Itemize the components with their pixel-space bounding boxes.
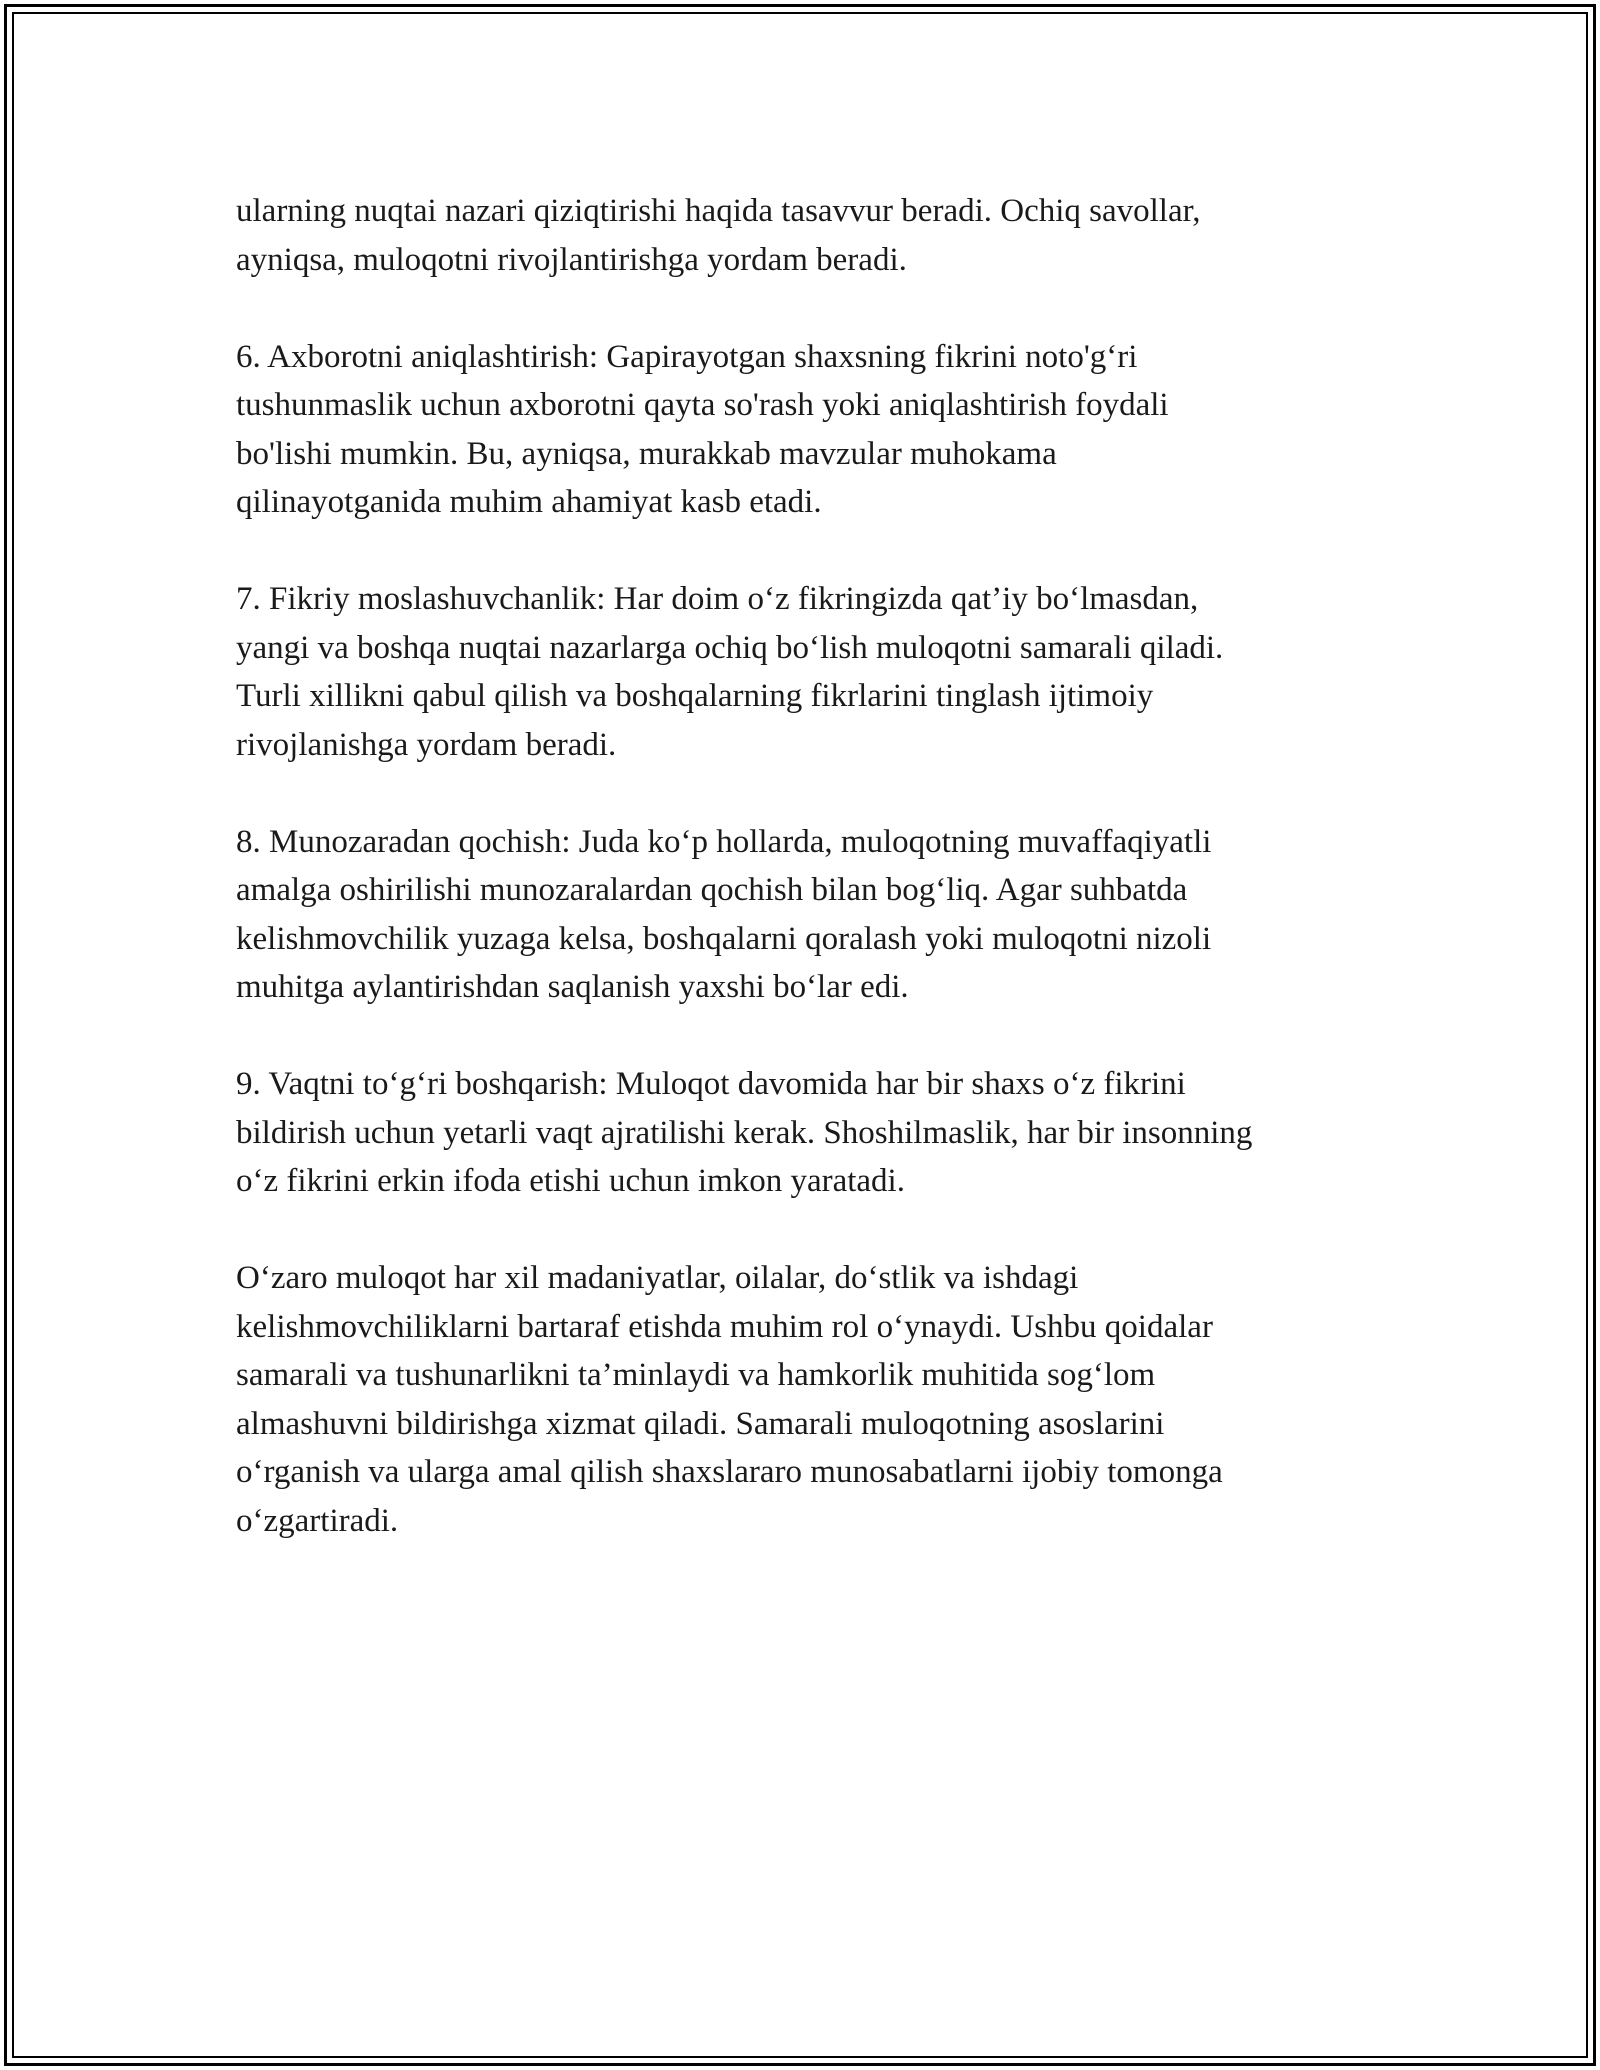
document-body (236, 187, 1376, 1594)
text-line: ularning nuqtai nazari qiziqtirishi haqida tasavvur beradi. Ochiq savollar, (236, 193, 1201, 229)
paragraph-item-8 (236, 818, 1376, 1012)
text-line: kelishmovchiliklarni bartaraf etishda muhim rol o‘ynaydi. Ushbu qoidalar (236, 1308, 1213, 1345)
text-line: muhitga aylantirishdan saqlanish yaxshi bo‘lar edi. (236, 969, 909, 1005)
text-line: ayniqsa, muloqotni rivojlantirishga yordam beradi. (236, 241, 907, 278)
text-line: bildirish uchun yetarli vaqt ajratilishi kerak. Shoshilmaslik, har bir insonning (236, 1114, 1253, 1151)
text-line: 6. Axborotni aniqlashtirish: Gapirayotgan shaxsning fikrini noto'g‘ri (236, 338, 1138, 375)
text-line: amalga oshirilishi munozaralardan qochish bilan bog‘liq. Agar suhbatda (236, 872, 1188, 908)
paragraph-open-questions (236, 187, 1376, 284)
text-line: rivojlanishga yordam beradi. (236, 726, 617, 763)
paragraph-conclusion (236, 1254, 1376, 1545)
text-line: qilinayotganida muhim ahamiyat kasb etadi. (236, 484, 822, 520)
text-line: yangi va boshqa nuqtai nazarlarga ochiq bo‘lish muloqotni samarali qiladi. (236, 629, 1224, 666)
paragraph-item-6 (236, 333, 1376, 527)
text-line: bo'lishi mumkin. Bu, ayniqsa, murakkab mavzular muhokama (236, 435, 1057, 472)
text-line: samarali va tushunarlikni ta’minlaydi va hamkorlik muhitida sog‘lom (236, 1357, 1156, 1393)
text-line: Turli xillikni qabul qilish va boshqalarning fikrlarini tinglash ijtimoiy (236, 678, 1154, 714)
text-line: tushunmaslik uchun axborotni qayta so'rash yoki aniqlashtirish foydali (236, 387, 1169, 423)
text-line: 8. Munozaradan qochish: Juda ko‘p hollarda, muloqotning muvaffaqiyatli (236, 823, 1212, 860)
text-line: o‘zgartiradi. (236, 1502, 399, 1539)
text-line: 7. Fikriy moslashuvchanlik: Har doim o‘z fikringizda qat’iy bo‘lmasdan, (236, 581, 1199, 617)
text-line: kelishmovchilik yuzaga kelsa, boshqalarni qoralash yoki muloqotni nizoli (236, 920, 1212, 957)
text-line: O‘zaro muloqot har xil madaniyatlar, oilalar, do‘stlik va ishdagi (236, 1260, 1079, 1296)
paragraph-item-9 (236, 1060, 1376, 1206)
text-line: almashuvni bildirishga xizmat qiladi. Samarali muloqotning asoslarini (236, 1405, 1165, 1442)
text-line: o‘z fikrini erkin ifoda etishi uchun imkon yaratadi. (236, 1163, 905, 1199)
paragraph-item-7 (236, 575, 1376, 769)
text-line: o‘rganish va ularga amal qilish shaxslararo munosabatlarni ijobiy tomonga (236, 1454, 1223, 1490)
text-line: 9. Vaqtni to‘g‘ri boshqarish: Muloqot davomida har bir shaxs o‘z fikrini (236, 1066, 1186, 1102)
